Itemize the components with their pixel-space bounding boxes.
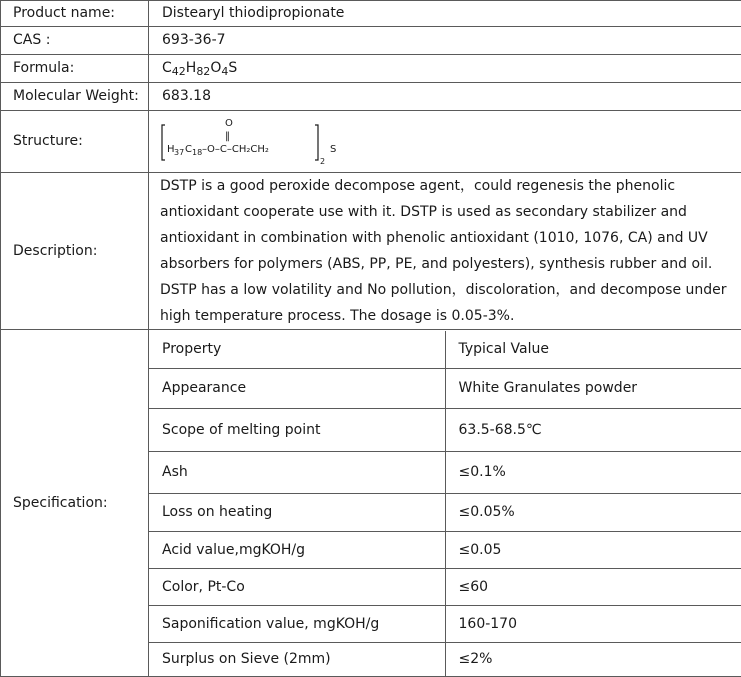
specification-cell: [149, 330, 741, 677]
value-cas: 693-36-7: [149, 27, 741, 55]
formula-o-count: 4: [221, 65, 228, 78]
row-description: [1, 173, 741, 330]
spec-header-value: Typical Value: [445, 331, 741, 369]
structure-h: H: [167, 144, 175, 155]
spec-row: [149, 569, 741, 606]
spec-value: 160-170: [445, 606, 741, 643]
structure-h-count: 37: [174, 148, 184, 157]
spec-row: [149, 606, 741, 643]
spec-property: Ash: [149, 452, 445, 494]
structure-repeat-count: 2: [320, 157, 325, 166]
row-specification: [1, 330, 741, 677]
label-product-name: Product name:: [1, 1, 149, 27]
spec-property: Saponification value, mgKOH/g: [149, 606, 445, 643]
spec-value: ≤0.05%: [445, 494, 741, 532]
spec-value: ≤0.05: [445, 532, 741, 569]
spec-header-row: [149, 331, 741, 369]
spec-row: [149, 369, 741, 409]
spec-property: Color, Pt-Co: [149, 569, 445, 606]
spec-header-property: Property: [149, 331, 445, 369]
value-product-name: Distearyl thiodipropionate: [149, 1, 741, 27]
spec-property: Acid value,mgKOH/g: [149, 532, 445, 569]
spec-row: [149, 532, 741, 569]
row-structure: [1, 111, 741, 173]
value-molecular-weight: 683.18: [149, 83, 741, 111]
value-structure: [149, 111, 741, 173]
spec-row: [149, 409, 741, 452]
spec-row: [149, 494, 741, 532]
spec-value: ≤0.1%: [445, 452, 741, 494]
formula-h: H: [186, 60, 197, 76]
structure-diagram: [160, 116, 360, 168]
row-cas: [1, 27, 741, 55]
label-formula: Formula:: [1, 55, 149, 83]
label-specification: Specification:: [1, 330, 149, 677]
spec-property: Appearance: [149, 369, 445, 409]
left-bracket: [162, 125, 165, 160]
structure-s: S: [330, 144, 336, 155]
structure-chain: –O–C–CH₂CH₂: [202, 144, 269, 155]
spec-row: [149, 643, 741, 676]
label-cas: CAS :: [1, 27, 149, 55]
spec-value: White Granulates powder: [445, 369, 741, 409]
spec-property: Loss on heating: [149, 494, 445, 532]
value-formula: [149, 55, 741, 83]
spec-value: ≤60: [445, 569, 741, 606]
right-bracket: [315, 125, 318, 160]
row-formula: [1, 55, 741, 83]
row-molecular-weight: [1, 83, 741, 111]
formula-s: S: [228, 60, 237, 76]
structure-double-bond: ‖: [225, 131, 230, 142]
spec-value: 63.5-68.5℃: [445, 409, 741, 452]
formula-o: O: [210, 60, 221, 76]
formula-c-count: 42: [172, 65, 186, 78]
specification-table: [149, 331, 741, 676]
formula-c: C: [162, 60, 172, 76]
structure-c: C: [185, 144, 192, 155]
spec-row: [149, 452, 741, 494]
label-structure: Structure:: [1, 111, 149, 173]
structure-c-count: 18: [192, 148, 202, 157]
formula-h-count: 82: [196, 65, 210, 78]
label-description: Description:: [1, 173, 149, 330]
structure-carbonyl-o: O: [225, 118, 233, 129]
label-molecular-weight: Molecular Weight:: [1, 83, 149, 111]
row-product-name: [1, 1, 741, 27]
value-description: DSTP is a good peroxide decompose agent，could regenesis the phenolic antioxidant cooperate use with it. DSTP is used as secondary stabilizer and antioxidant in combination with phenolic antioxidant (1010, 1076, CA) and UV absorbers for polymers (ABS, PP, PE, and polyesters), synthesis rubber and oil. DSTP has a low volatility and No pollution，discoloration，and decompose under high temperature process. The dosage is 0.05-3%.: [149, 173, 741, 330]
spec-property: Scope of melting point: [149, 409, 445, 452]
spec-value: ≤2%: [445, 643, 741, 676]
spec-property: Surplus on Sieve (2mm): [149, 643, 445, 676]
